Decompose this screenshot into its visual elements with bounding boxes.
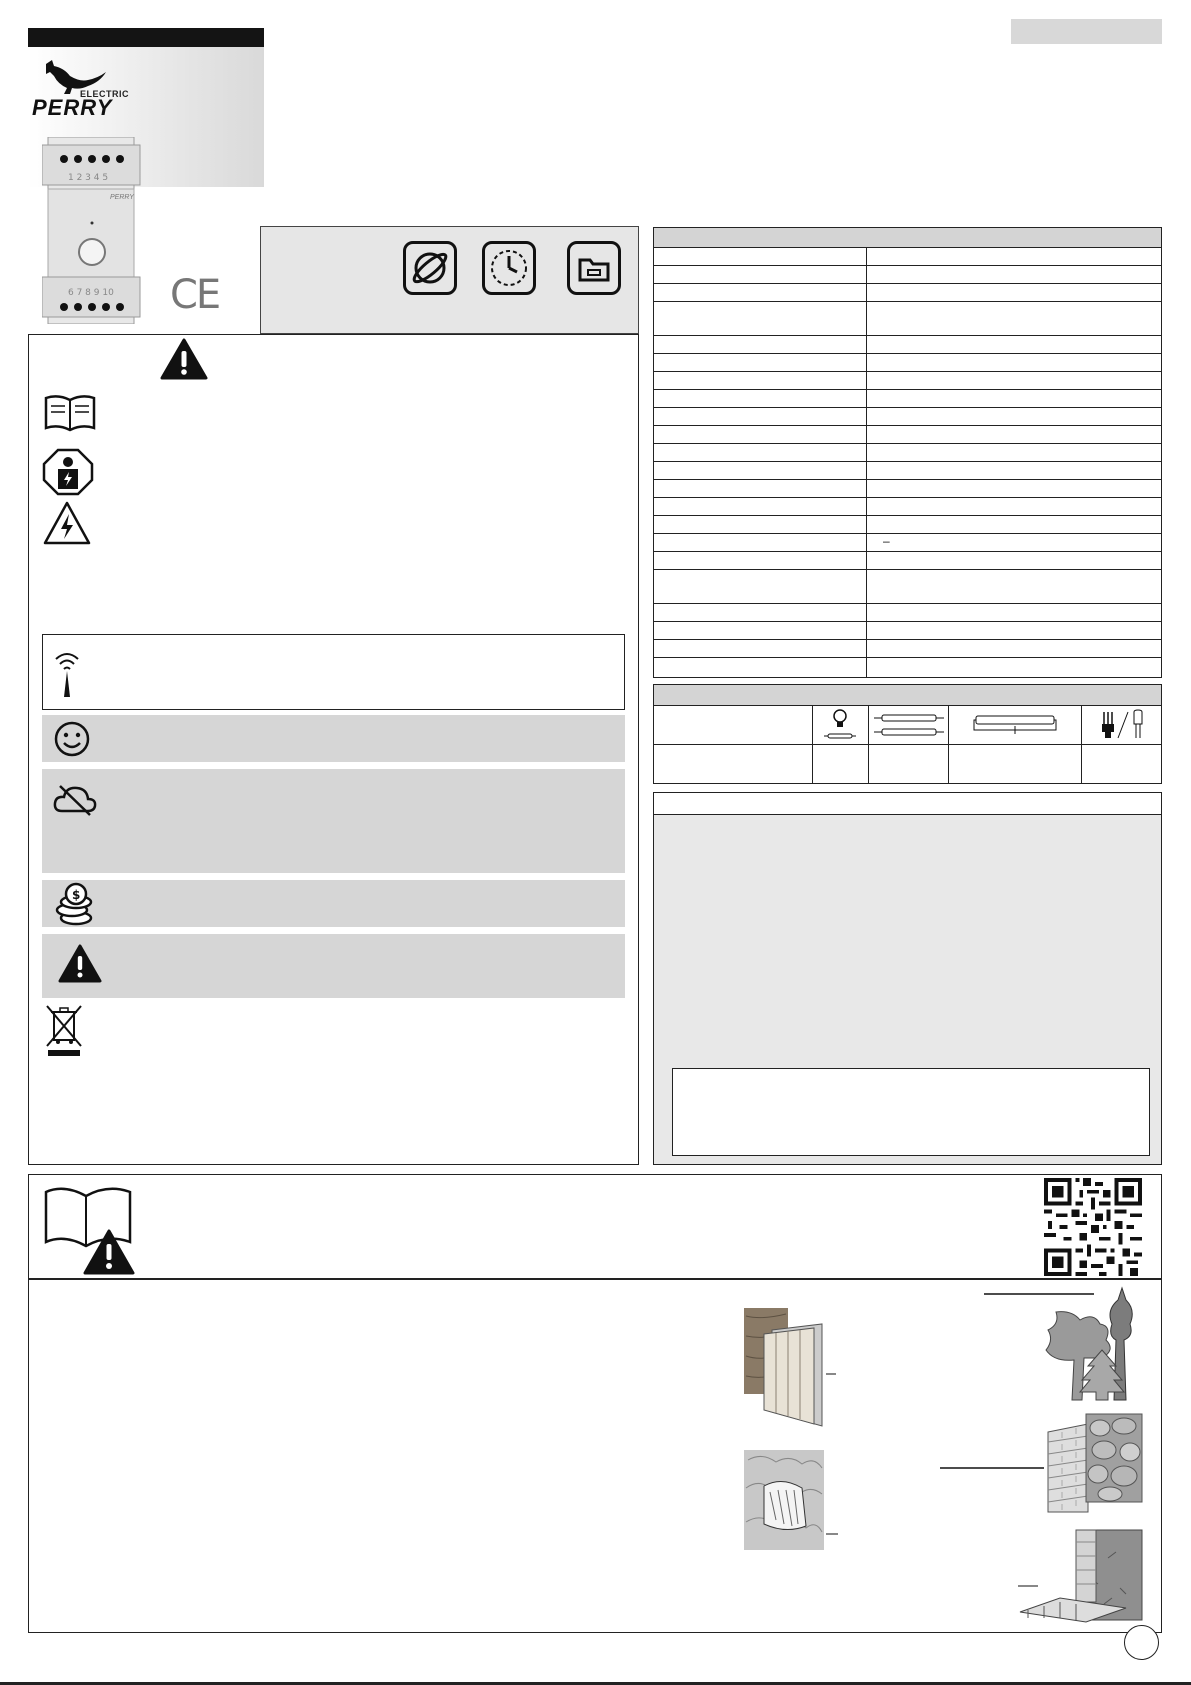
device-terminals-bottom: 6 7 8 9 10 (68, 288, 114, 298)
wifi-antenna-icon (53, 649, 81, 699)
info-band-4 (42, 934, 625, 998)
trees-illustration (984, 1280, 1148, 1404)
table-row (653, 640, 1162, 658)
ce-mark: CE (170, 272, 220, 318)
stone-wall-illustration (742, 1448, 842, 1552)
smiley-icon (52, 719, 92, 759)
info-band-2 (42, 769, 625, 873)
table-row (653, 552, 1162, 570)
table-row (653, 516, 1162, 534)
table-row (653, 534, 1162, 552)
manual-download-banner (28, 1174, 1162, 1279)
table-row (653, 426, 1162, 444)
table-row (653, 444, 1162, 462)
qr-code-icon[interactable] (1044, 1178, 1142, 1276)
info-band-3 (42, 880, 625, 927)
table-row (653, 390, 1162, 408)
cloud-off-icon (52, 783, 98, 817)
brand-electric-text: ELECTRIC (80, 89, 129, 99)
spec-marker: – (883, 534, 890, 548)
spec-table-header (653, 227, 1162, 248)
table-row (653, 622, 1162, 640)
warning-icon (58, 944, 102, 984)
table-row (653, 604, 1162, 622)
weee-bin-icon (44, 1004, 84, 1058)
qualified-installer-icon (42, 448, 94, 496)
table-row (653, 336, 1162, 354)
warning-icon (82, 1228, 136, 1276)
technical-specs-table (653, 227, 1162, 678)
device-brand: PERRY (110, 194, 134, 201)
warning-icon (160, 338, 208, 380)
load-table-header (654, 685, 1161, 706)
fluorescent-tubes-icon (874, 712, 944, 740)
folder-icon (567, 241, 621, 295)
table-row (653, 372, 1162, 390)
table-row (653, 248, 1162, 266)
header-black-bar (28, 28, 264, 47)
table-row (653, 498, 1162, 516)
clock-icon (482, 241, 536, 295)
load-types-table (653, 684, 1162, 784)
wood-panel-illustration (742, 1306, 842, 1430)
manual-book-icon (42, 392, 98, 432)
table-row (653, 408, 1162, 426)
table-row (653, 266, 1162, 284)
svg-text:$: $ (72, 888, 81, 902)
device-terminals-top: 1 2 3 4 5 (68, 173, 109, 183)
table-row (653, 354, 1162, 372)
brand-perry-logo: PERRY (32, 95, 113, 120)
installation-panel (653, 792, 1162, 1165)
table-row (653, 658, 1162, 678)
device-illustration (42, 137, 142, 324)
features-panel (260, 226, 639, 334)
installation-panel-header (654, 793, 1161, 815)
wireless-info-box (42, 634, 625, 710)
info-band-1 (42, 715, 625, 762)
halogen-tube-icon (972, 714, 1058, 736)
product-code-box (1011, 19, 1162, 44)
electric-hazard-icon (42, 500, 92, 546)
coins-icon (54, 882, 94, 926)
cfl-led-lamp-icon (1094, 708, 1150, 742)
table-row (653, 462, 1162, 480)
table-row (653, 284, 1162, 302)
globe-icon (403, 241, 457, 295)
brick-wall-illustration (940, 1412, 1146, 1516)
page-number-circle (1124, 1625, 1159, 1660)
table-row (653, 302, 1162, 336)
installation-note-box (672, 1068, 1150, 1156)
table-row (653, 570, 1162, 604)
table-row (653, 480, 1162, 498)
concrete-floor-illustration (1016, 1528, 1146, 1624)
incandescent-lamp-icon (822, 708, 858, 742)
